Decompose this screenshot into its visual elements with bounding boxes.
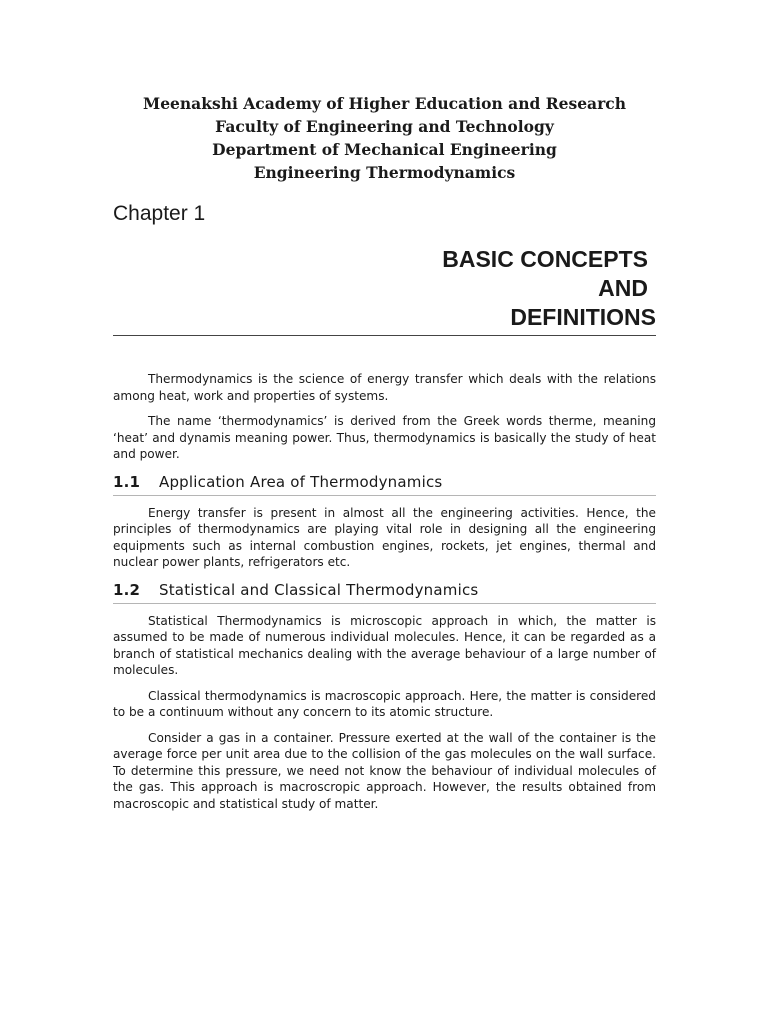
course-name: Engineering Thermodynamics: [253, 163, 516, 182]
section-heading: [113, 581, 656, 604]
institution-name: Meenakshi Academy of Higher Education and Research: [143, 94, 626, 113]
section-heading: [113, 473, 656, 496]
document-header: [113, 92, 656, 184]
intro-paragraph: Thermodynamics is the science of energy transfer which deals with the relations among heat, work and properties of systems.: [113, 372, 656, 403]
chapter-label: Chapter 1: [113, 202, 206, 225]
intro-paragraph: The name ‘thermodynamics’ is derived from the Greek words therme, meaning ‘heat’ and dynamis meaning power. Thus, thermodynamics is basically the study of heat and power.: [113, 414, 656, 461]
section-paragraph: Classical thermodynamics is macroscopic approach. Here, the matter is considered to be a continuum without any concern to its atomic structure.: [113, 688, 656, 719]
section-number: 1.2: [113, 580, 141, 599]
title-divider: [113, 335, 656, 336]
section-number: 1.1: [113, 472, 141, 491]
document-body: [113, 371, 656, 821]
section-heading-text: Statistical and Classical Thermodynamics: [159, 580, 479, 599]
chapter-title: [442, 245, 656, 332]
faculty-name: Faculty of Engineering and Technology: [215, 117, 554, 136]
chapter-title-line: DEFINITIONS: [510, 304, 656, 330]
section-paragraph: Consider a gas in a container. Pressure exerted at the wall of the container is the average force per unit area due to the collision of the gas molecules on the wall surface. To determine this pressure, we need not know the behaviour of individual molecules of the gas. This approach is macroscropic approach. However, the results obtained from macroscopic and statistical study of matter.: [113, 730, 656, 811]
chapter-title-line: AND: [598, 275, 648, 301]
section-paragraph: Energy transfer is present in almost all the engineering activities. Hence, the principles of thermodynamics are playing vital role in designing all the engineering equipments such as internal combustion engines, rockets, jet engines, thermal and nuclear power plants, refrigerators etc.: [113, 505, 656, 569]
chapter-title-line: BASIC CONCEPTS: [442, 246, 648, 272]
section-heading-text: Application Area of Thermodynamics: [159, 472, 443, 491]
department-name: Department of Mechanical Engineering: [212, 140, 557, 159]
section-paragraph: Statistical Thermodynamics is microscopic approach in which, the matter is assumed to be made of numerous individual molecules. Hence, it can be regarded as a branch of statistical mechanics dealing with the average behaviour of a large number of molecules.: [113, 613, 656, 677]
